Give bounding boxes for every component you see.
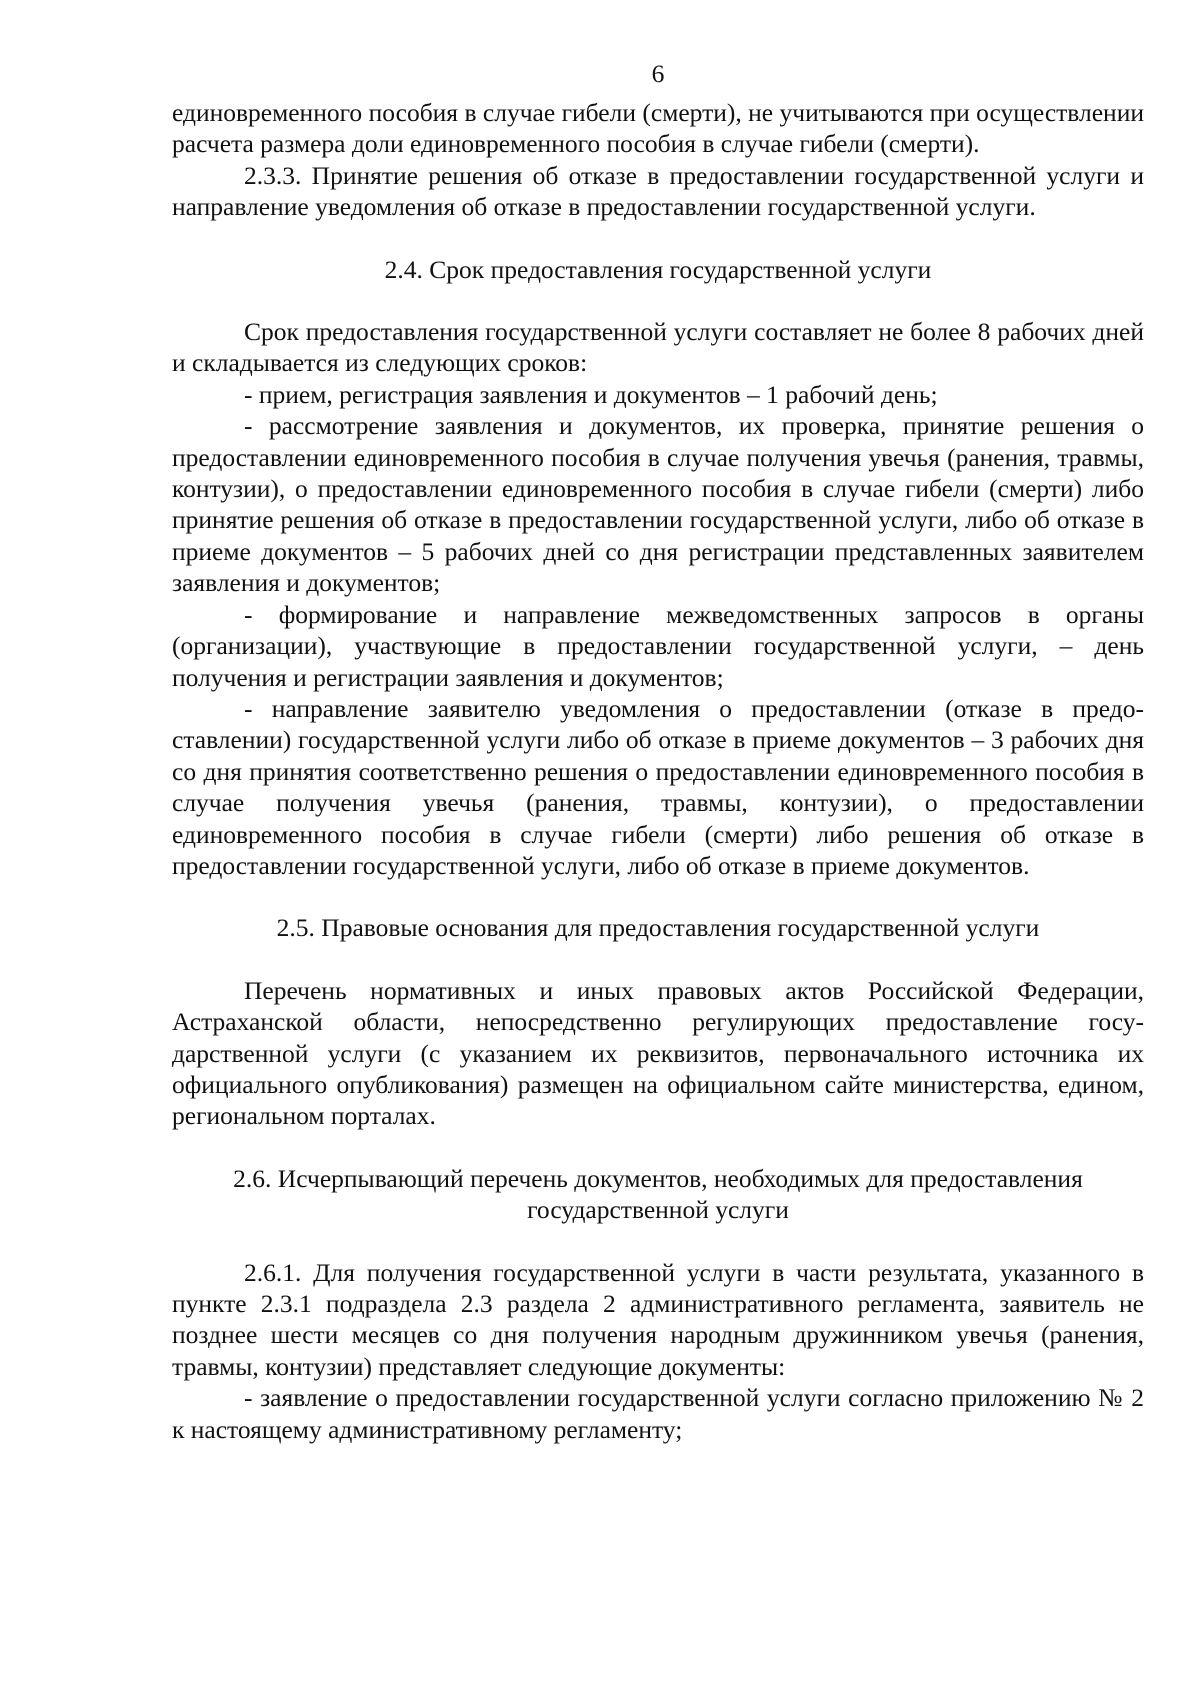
section-2-5-text: Перечень нормативных и иных правовых актов Российской Федерации, Астраханской области, непосредственно регулирующих предоставление государственной услуги (с указанием их реквизитов, первоначального источника их официального опубликования) размещен на официальном сайте министерства, едином, региональном порталах. <box>172 975 1144 1131</box>
section-2-4-item-4: - направление заявителю уведомления о предоставлении (отказе в предоставлении) государственной услуги либо об отказе в приеме документов – 3 рабочих дня со дня принятия соответственно решения о предоставлении единовременного пособия в случае получения увечья (ранения, травмы, контузии), о предоставлении единовременного пособия в случае гибели (смерти) либо решения об отказе в предоставлении государственной услуги, либо об отказе в приеме документов. <box>172 693 1144 880</box>
paragraph-continued: единовременного пособия в случае гибели (смерти), не учитываются при осуществлении расчета размера доли единовременного пособия в случае гибели (смерти). <box>172 98 1144 159</box>
document-page <box>172 58 1144 1445</box>
section-heading-2-6-line-1: 2.6. Исчерпывающий перечень документов, необходимых для предоставления <box>233 1163 1083 1193</box>
spacer <box>172 285 1144 316</box>
section-2-4-item-1: - прием, регистрация заявления и документов – 1 рабочий день; <box>244 379 938 409</box>
spacer <box>172 881 1144 912</box>
section-2-4-intro: Срок предоставления государственной услуги составляет не более 8 рабочих дней и складывается из следующих сроков: <box>172 317 1144 378</box>
spacer <box>172 223 1144 254</box>
section-heading-2-5: 2.5. Правовые основания для предоставления государственной услуги <box>276 913 1040 943</box>
paragraph-2-6-1: 2.6.1. Для получения государственной услуги в части результата, указанного в пункте 2.3.1 подраздела 2.3 раздела 2 административного регламента, заявитель не позднее шести месяцев со дня получения народным дружинником увечья (ранения, травмы, контузии) представляет следующие документы: <box>172 1257 1144 1381</box>
section-2-4-item-3: - формирование и направление межведомственных запросов в органы (организации), участвующие в предоставлении государственной услуги, – день получения и регистрации заявления и документов; <box>172 599 1144 692</box>
paragraph-2-3-3: 2.3.3. Принятие решения об отказе в предоставлении государственной услуги и направление уведомления об отказе в предоставлении государственной услуги. <box>172 160 1144 222</box>
section-heading-2-6-line-2: государственной услуги <box>527 1195 789 1225</box>
spacer <box>172 1226 1144 1257</box>
spacer <box>172 1132 1144 1163</box>
spacer <box>172 944 1144 975</box>
page-number: 6 <box>651 59 665 88</box>
section-2-6-1-item-1: - заявление о предоставлении государственной услуги согласно приложению № 2 к настоящему административному регламенту; <box>172 1383 1144 1444</box>
section-2-4-item-2: - рассмотрение заявления и документов, их проверка, принятие решения о предоставлении единовременного пособия в случае получения увечья (ранения, травмы, контузии), о предоставлении единовременного пособия в случае гибели (смерти) либо принятие решения об отказе в предоставлении государственной услуги, либо об отказе в приеме документов – 5 рабочих дней со дня регистрации представленных заявителем заявления и документов; <box>172 411 1144 598</box>
section-heading-2-4: 2.4. Срок предоставления государственной услуги <box>384 254 932 284</box>
